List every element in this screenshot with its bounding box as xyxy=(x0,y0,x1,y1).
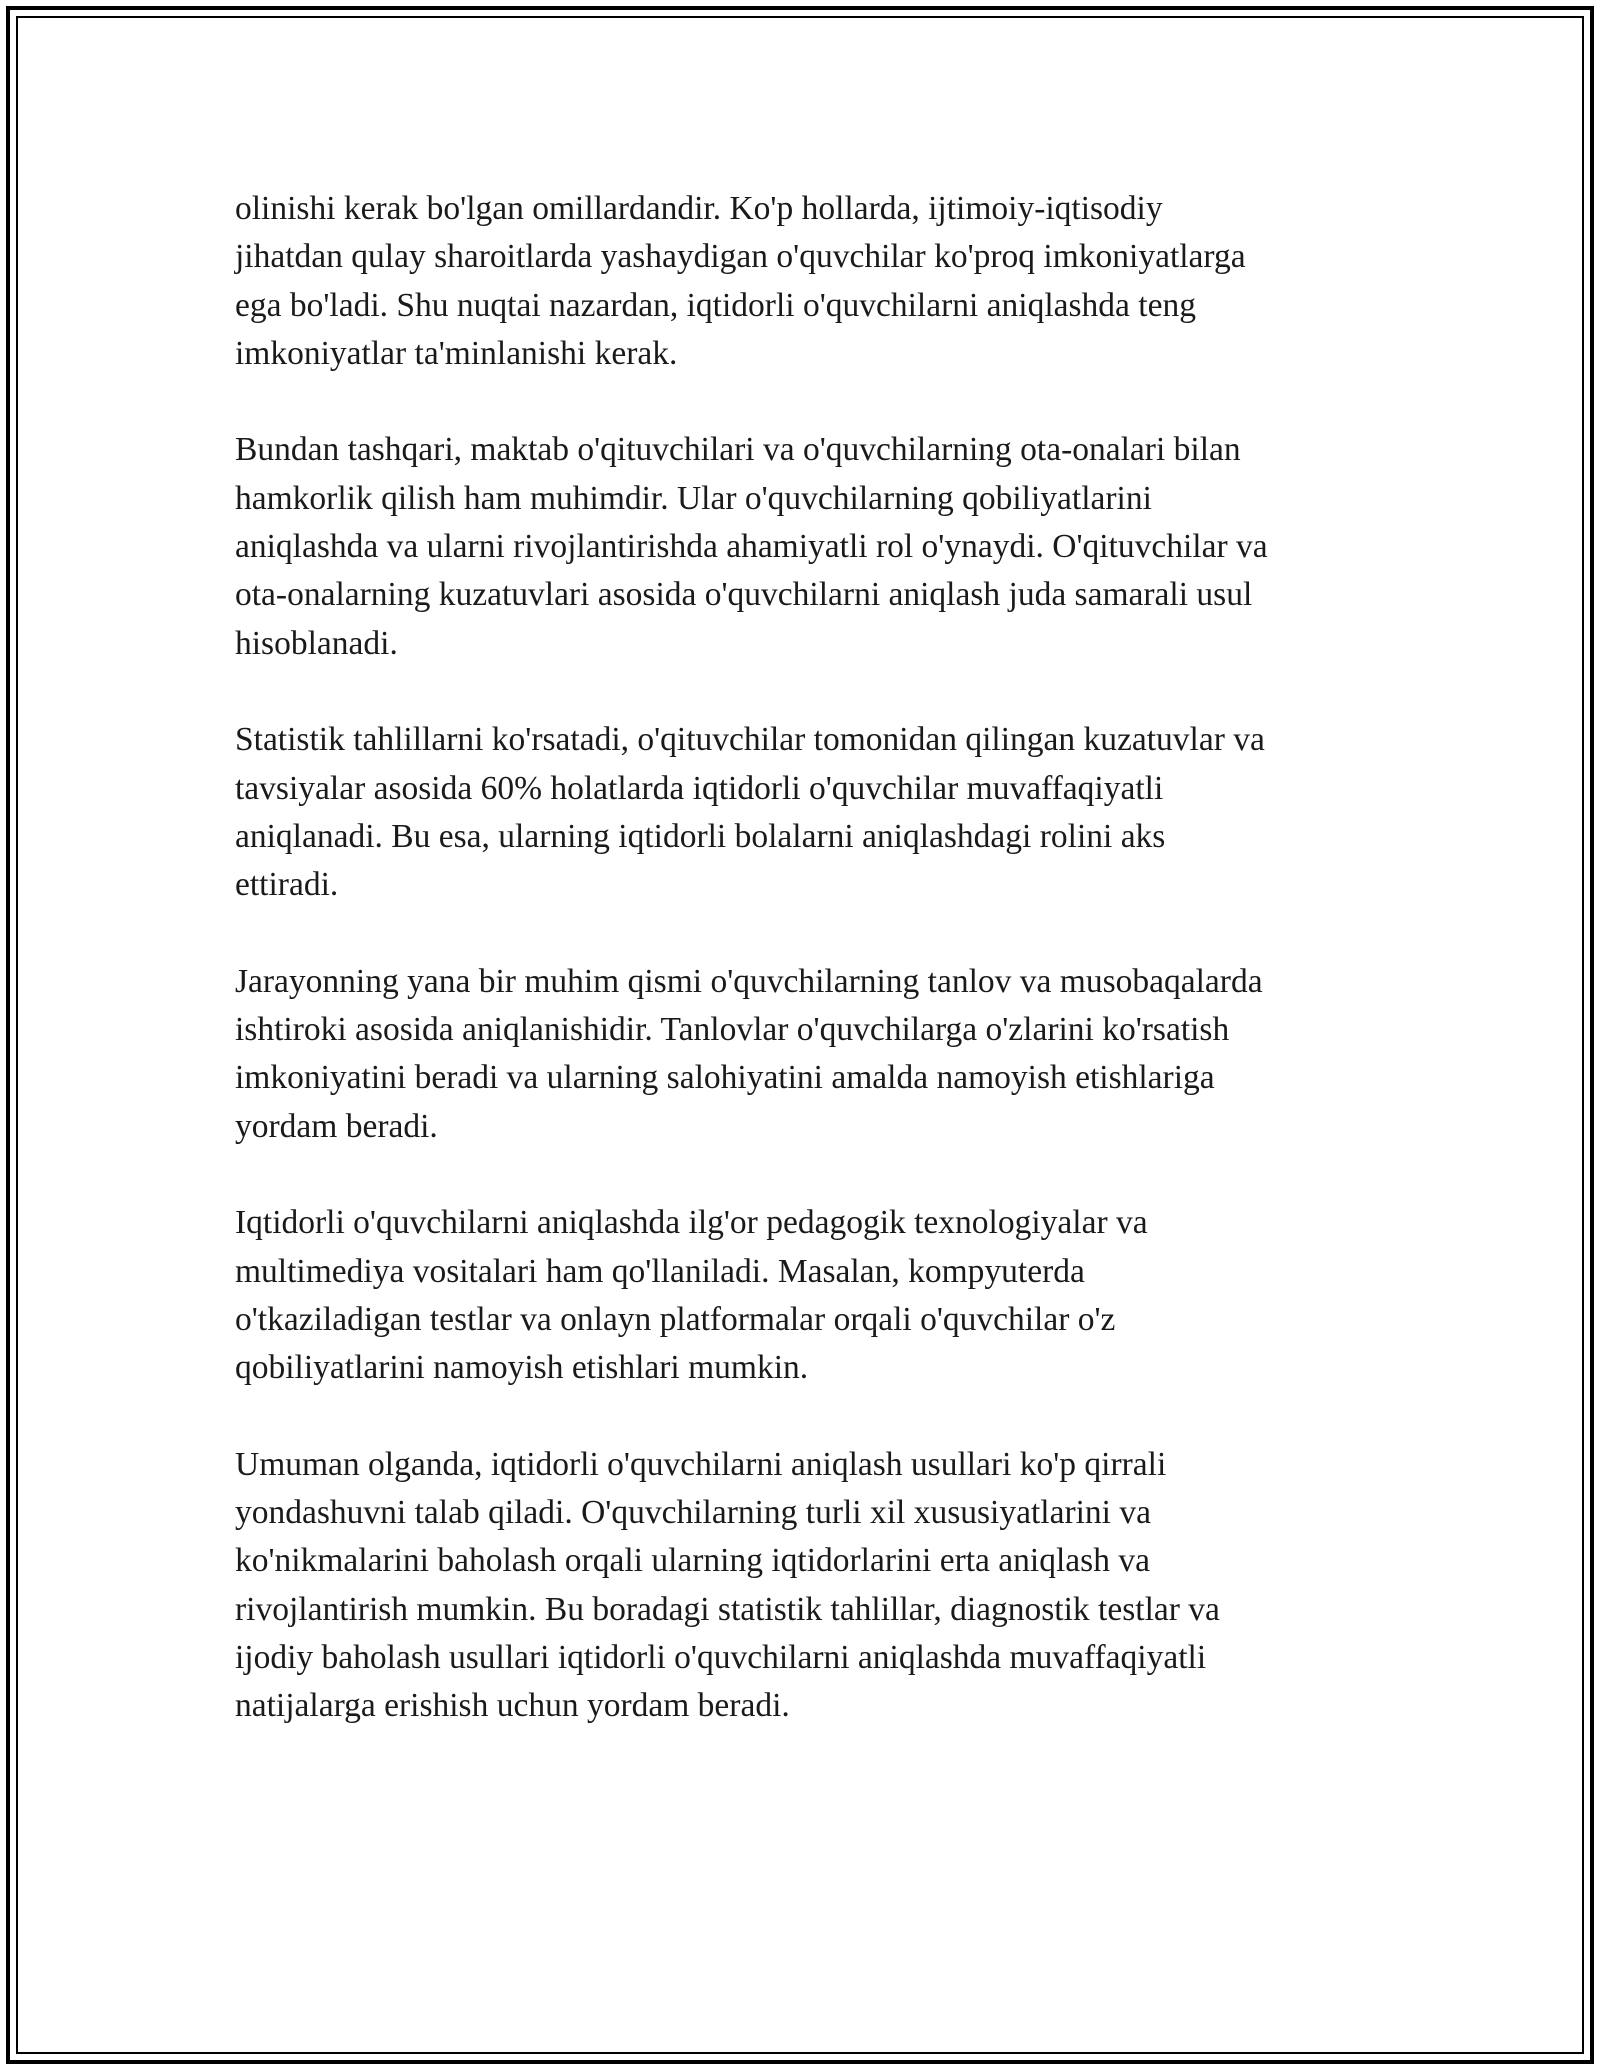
text-line: ko'nikmalarini baholash orqali ularning iqtidorlarini erta aniqlash va xyxy=(235,1542,1150,1580)
text-line: Iqtidorli o'quvchilarni aniqlashda ilg'or pedagogik texnologiyalar va xyxy=(235,1204,1148,1242)
text-line: ettiradi. xyxy=(235,866,339,904)
text-line: tavsiyalar asosida 60% holatlarda iqtidorli o'quvchilar muvaffaqiyatli xyxy=(235,769,1164,807)
paragraph-3 xyxy=(235,716,1375,909)
text-line: multimediya vositalari ham qo'llaniladi. Masalan, kompyuterda xyxy=(235,1252,1085,1290)
text-line: ega bo'ladi. Shu nuqtai nazardan, iqtidorli o'quvchilarni aniqlashda teng xyxy=(235,286,1196,324)
text-line: imkoniyatini beradi va ularning salohiyatini amalda namoyish etishlariga xyxy=(235,1059,1215,1097)
text-line: ishtiroki asosida aniqlanishidir. Tanlovlar o'quvchilarga o'zlarini ko'rsatish xyxy=(235,1011,1230,1049)
text-line: Jarayonning yana bir muhim qismi o'quvchilarning tanlov va musobaqalarda xyxy=(235,962,1263,1000)
paragraph-1 xyxy=(235,185,1375,378)
text-line: ijodiy baholash usullari iqtidorli o'quvchilarni aniqlashda muvaffaqiyatli xyxy=(235,1638,1207,1676)
text-line: hisoblanadi. xyxy=(235,624,398,662)
document-body xyxy=(235,185,1375,1779)
paragraph-6 xyxy=(235,1441,1375,1731)
text-line: olinishi kerak bo'lgan omillardandir. Ko'p hollarda, ijtimoiy-iqtisodiy xyxy=(235,190,1163,227)
paragraph-4 xyxy=(235,958,1375,1151)
text-line: yordam beradi. xyxy=(235,1107,438,1145)
text-line: qobiliyatlarini namoyish etishlari mumkin. xyxy=(235,1349,809,1387)
text-line: Statistik tahlillarni ko'rsatadi, o'qituvchilar tomonidan qilingan kuzatuvlar va xyxy=(235,721,1265,759)
text-line: hamkorlik qilish ham muhimdir. Ular o'quvchilarning qobiliyatlarini xyxy=(235,479,1152,517)
text-line: o'tkaziladigan testlar va onlayn platformalar orqali o'quvchilar o'z xyxy=(235,1300,1116,1338)
text-line: aniqlanadi. Bu esa, ularning iqtidorli bolalarni aniqlashdagi rolini aks xyxy=(235,817,1166,855)
text-line: ota-onalarning kuzatuvlari asosida o'quvchilarni aniqlash juda samarali usul xyxy=(235,576,1253,614)
text-line: Bundan tashqari, maktab o'qituvchilari va o'quvchilarning ota-onalari bilan xyxy=(235,431,1241,469)
text-line: yondashuvni talab qiladi. O'quvchilarning turli xil xususiyatlarini va xyxy=(235,1494,1151,1532)
text-line: imkoniyatlar ta'minlanishi kerak. xyxy=(235,334,678,372)
paragraph-5 xyxy=(235,1199,1375,1392)
text-line: rivojlantirish mumkin. Bu boradagi statistik tahlillar, diagnostik testlar va xyxy=(235,1590,1220,1628)
text-line: jihatdan qulay sharoitlarda yashaydigan o'quvchilar ko'proq imkoniyatlarga xyxy=(235,238,1246,276)
text-line: Umuman olganda, iqtidorli o'quvchilarni aniqlash usullari ko'p qirrali xyxy=(235,1445,1167,1483)
paragraph-2 xyxy=(235,426,1375,667)
text-line: aniqlashda va ularni rivojlantirishda ahamiyatli rol o'ynaydi. O'qituvchilar va xyxy=(235,528,1268,566)
text-line: natijalarga erishish uchun yordam beradi. xyxy=(235,1687,790,1725)
